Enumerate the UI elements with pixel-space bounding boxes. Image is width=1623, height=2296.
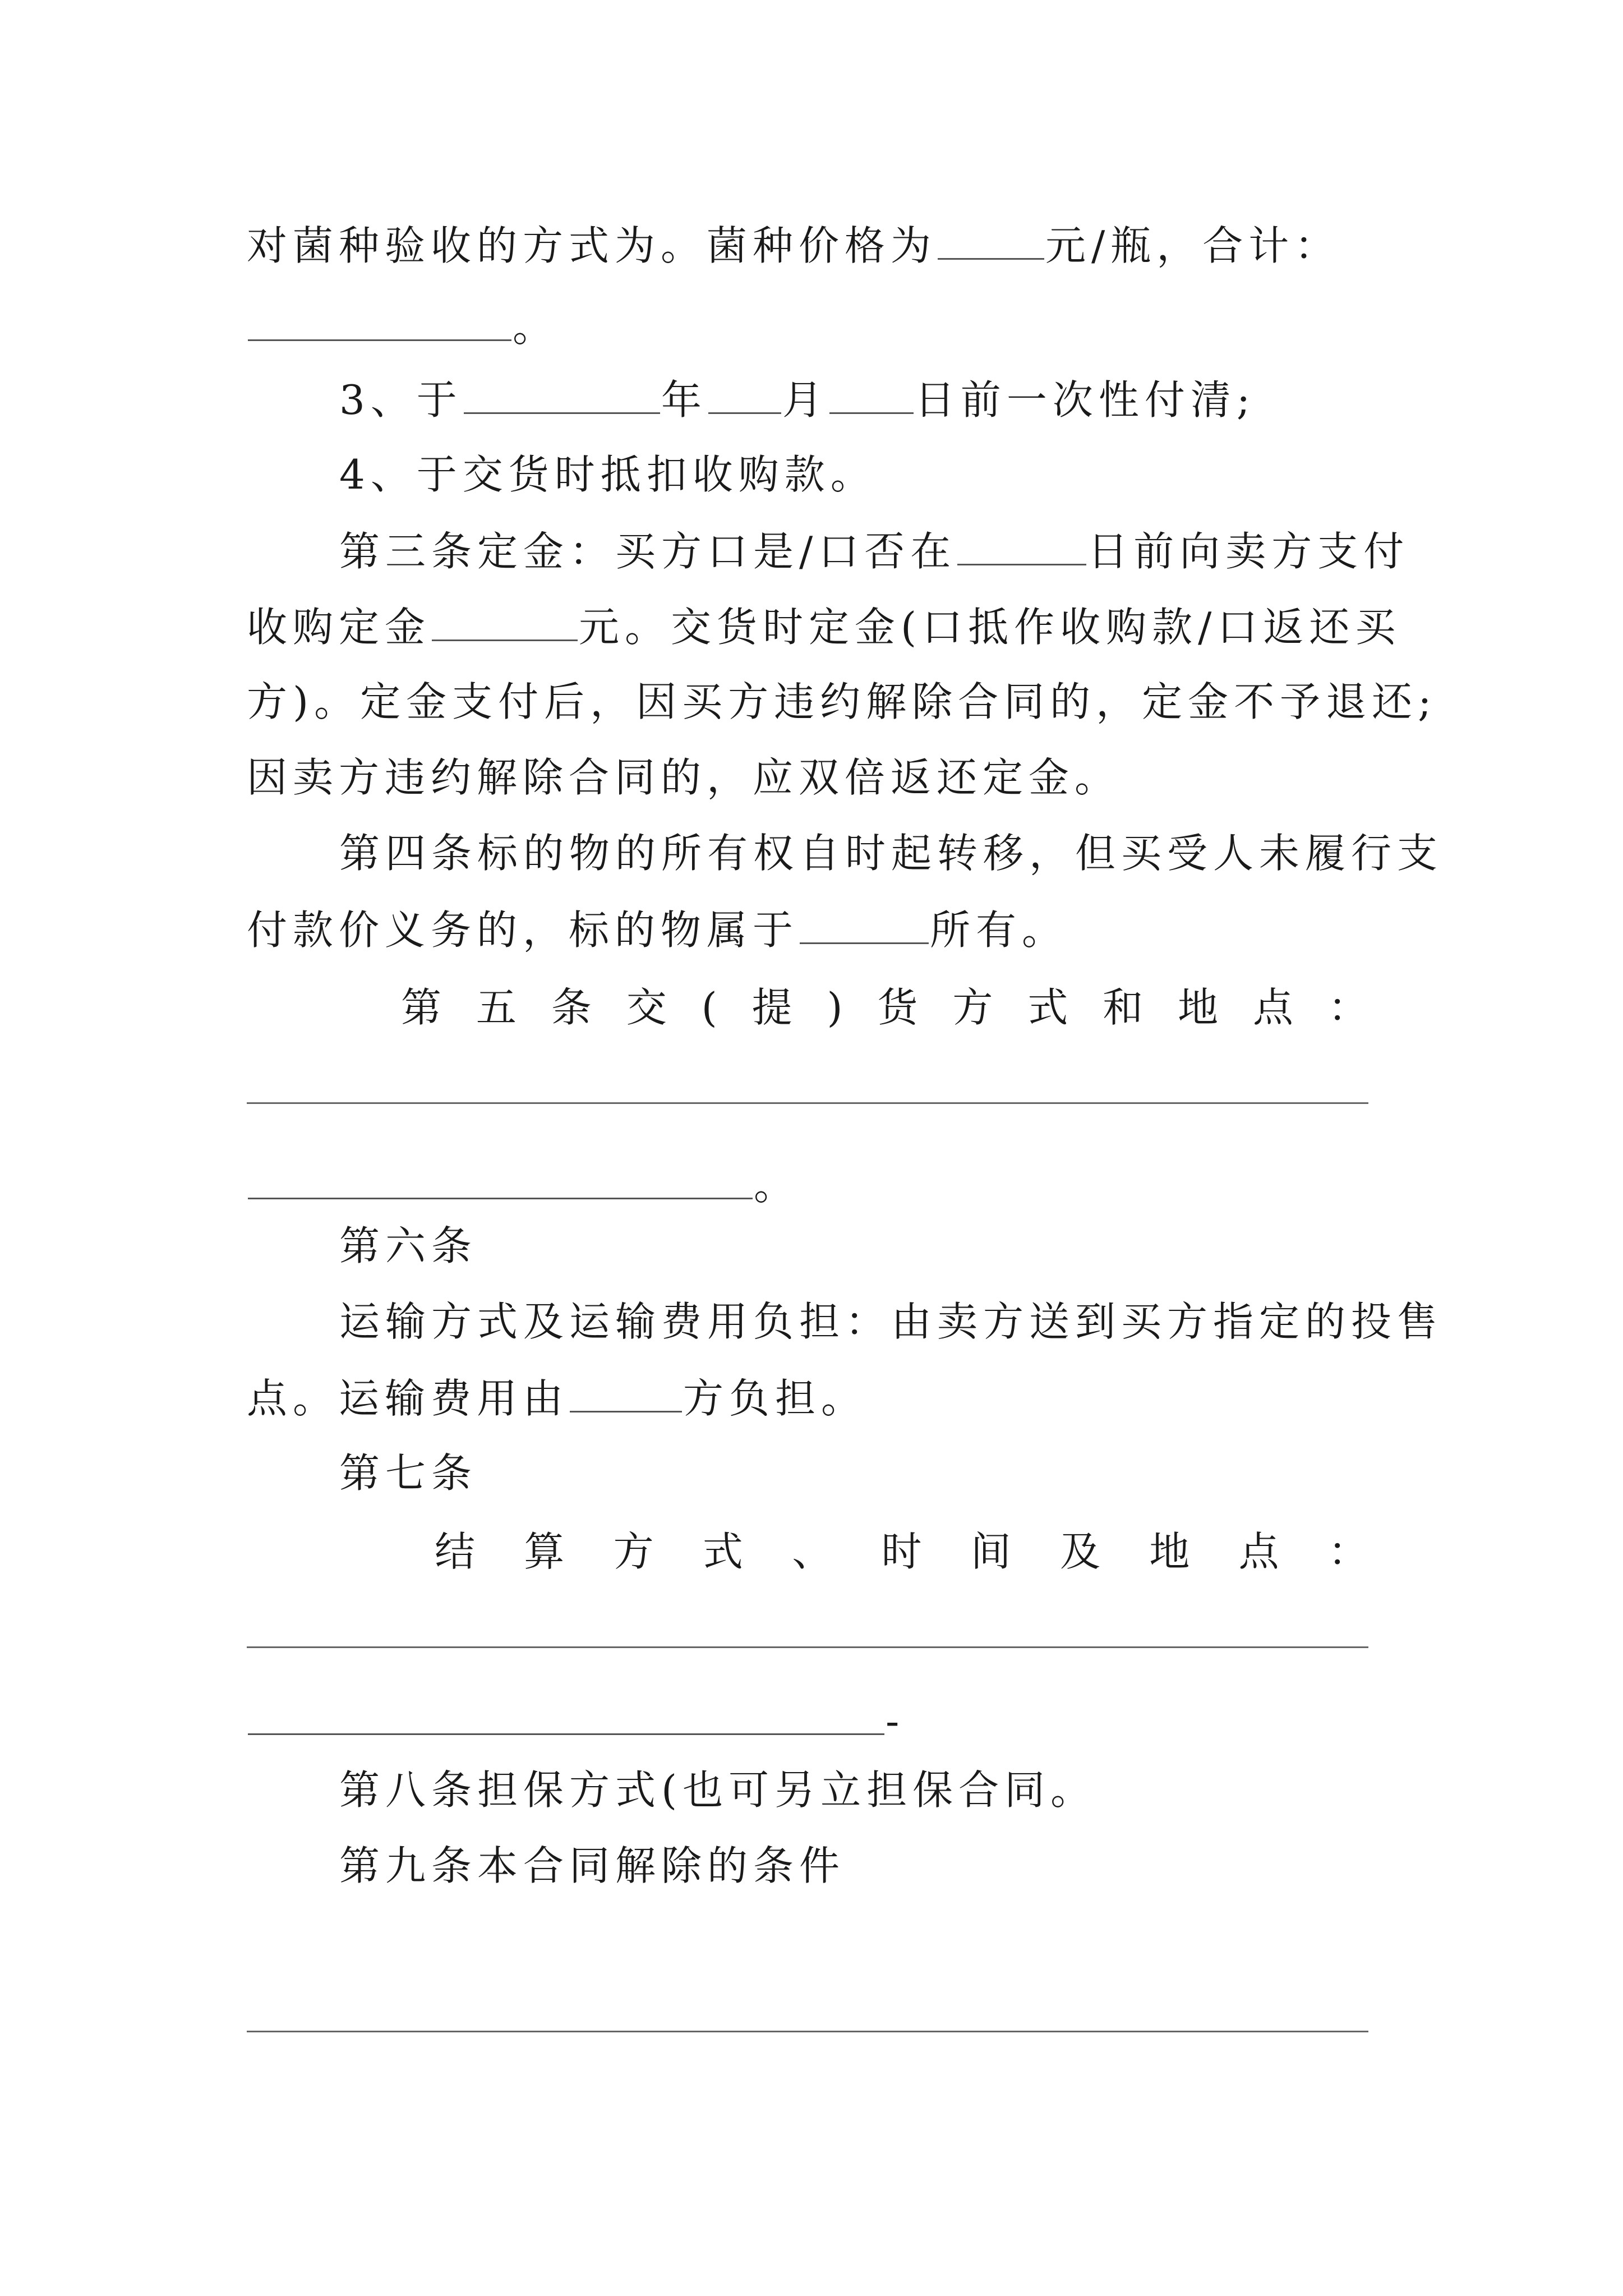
text-line-21 [339, 1766, 1097, 1814]
blank-deposit-amount [432, 606, 578, 641]
spaced-char: 条 [551, 984, 592, 1031]
text-line-3 [339, 376, 1256, 424]
blank-unit-price [938, 224, 1044, 260]
text-segment: 日前向卖方支付 [1087, 528, 1410, 575]
text-segment: 第九条本合同解除的条件 [339, 1842, 846, 1889]
spaced-clause-5 [401, 984, 1368, 1031]
text-segment: 因卖方违约解除合同的，应双倍返还定金。 [247, 754, 1121, 801]
text-segment: 月 [782, 376, 828, 424]
fill-rule [247, 1646, 1368, 1648]
fill-rule [247, 2031, 1368, 2032]
spaced-char: 交 [626, 984, 667, 1031]
spaced-char: 货 [877, 984, 918, 1031]
text-segment: 第四条标的物的所有权自时起转移，但买受人未履行支 [339, 830, 1444, 877]
text-line-9 [339, 830, 1444, 877]
text-line-6 [247, 604, 1401, 651]
text-segment: 第六条 [339, 1222, 478, 1269]
blank-year [464, 379, 660, 414]
spaced-char: 提 [751, 984, 792, 1031]
blank-delivery-place [248, 1164, 753, 1199]
spaced-char: ( [701, 984, 717, 1031]
text-line-1 [247, 222, 1341, 269]
text-segment: 元。交货时定金(口抵作收购款/口返还买 [579, 604, 1401, 651]
text-line-5 [339, 528, 1410, 575]
spaced-char: 地 [1178, 984, 1219, 1031]
text-segment: 年 [661, 376, 707, 424]
text-segment: 所有。 [930, 907, 1068, 954]
text-line-10 [247, 907, 1068, 954]
spaced-char: 及 [1060, 1528, 1101, 1575]
text-segment: 第七条 [339, 1450, 478, 1497]
text-line-20 [247, 1697, 905, 1745]
text-segment: 3、于 [339, 376, 463, 424]
text-segment: 4、于交货时抵扣收购款。 [339, 451, 877, 498]
blank-month [708, 379, 781, 414]
fill-rule [247, 1102, 1368, 1104]
text-line-7 [247, 678, 1437, 725]
spaced-char: 五 [476, 984, 517, 1031]
text-line-13 [247, 1162, 800, 1209]
text-segment: 运输方式及运输费用负担：由卖方送到买方指定的投售 [339, 1298, 1444, 1345]
spaced-char: 点 [1238, 1528, 1279, 1575]
text-line-2 [247, 303, 559, 351]
blank-owner [800, 909, 929, 944]
spaced-char: 间 [970, 1528, 1011, 1575]
text-line-16 [247, 1375, 868, 1422]
blank-total [248, 306, 511, 341]
text-segment: 方负担。 [683, 1375, 868, 1422]
blank-freight-party [570, 1377, 682, 1412]
spaced-char: 方 [952, 984, 993, 1031]
text-line-22 [339, 1842, 846, 1889]
blank-settlement [248, 1700, 884, 1735]
spaced-char: 算 [524, 1528, 565, 1575]
spaced-char: 方 [613, 1528, 654, 1575]
text-line-17 [339, 1450, 478, 1497]
text-segment: 第三条定金：买方口是/口否在 [339, 528, 957, 575]
text-segment: 付款价义务的，标的物属于 [247, 907, 799, 954]
text-segment: 日前一次性付清; [914, 376, 1256, 424]
text-segment: 对菌种验收的方式为。菌种价格为 [247, 222, 937, 269]
spaced-char: 和 [1103, 984, 1144, 1031]
blank-deposit-date [957, 530, 1086, 565]
blank-day [829, 379, 914, 414]
text-line-14 [339, 1222, 478, 1269]
spaced-char: ： [1327, 984, 1368, 1031]
text-segment: 收购定金 [247, 604, 431, 651]
spaced-char: 地 [1149, 1528, 1190, 1575]
spaced-char: ： [1327, 1528, 1368, 1575]
spaced-char: 、 [792, 1528, 833, 1575]
text-line-15 [339, 1298, 1444, 1345]
text-segment: 第八条担保方式(也可另立担保合同。 [339, 1766, 1097, 1814]
text-line-8 [247, 754, 1121, 801]
spaced-char: ) [827, 984, 843, 1031]
spaced-char: 结 [435, 1528, 476, 1575]
text-segment: 。 [754, 1162, 800, 1209]
text-line-4 [339, 451, 877, 498]
text-segment: 。 [513, 303, 559, 351]
spaced-char: 第 [401, 984, 442, 1031]
text-segment: 方)。定金支付后，因买方违约解除合同的，定金不予退还; [247, 678, 1437, 725]
spaced-char: 点 [1253, 984, 1294, 1031]
text-segment: 元/瓶，合计： [1045, 222, 1341, 269]
spaced-char: 时 [881, 1528, 922, 1575]
text-segment: 点。运输费用由 [247, 1375, 569, 1422]
spaced-char: 式 [1027, 984, 1068, 1031]
spaced-clause-7 [435, 1528, 1368, 1575]
text-segment: - [886, 1697, 905, 1745]
spaced-char: 式 [702, 1528, 743, 1575]
